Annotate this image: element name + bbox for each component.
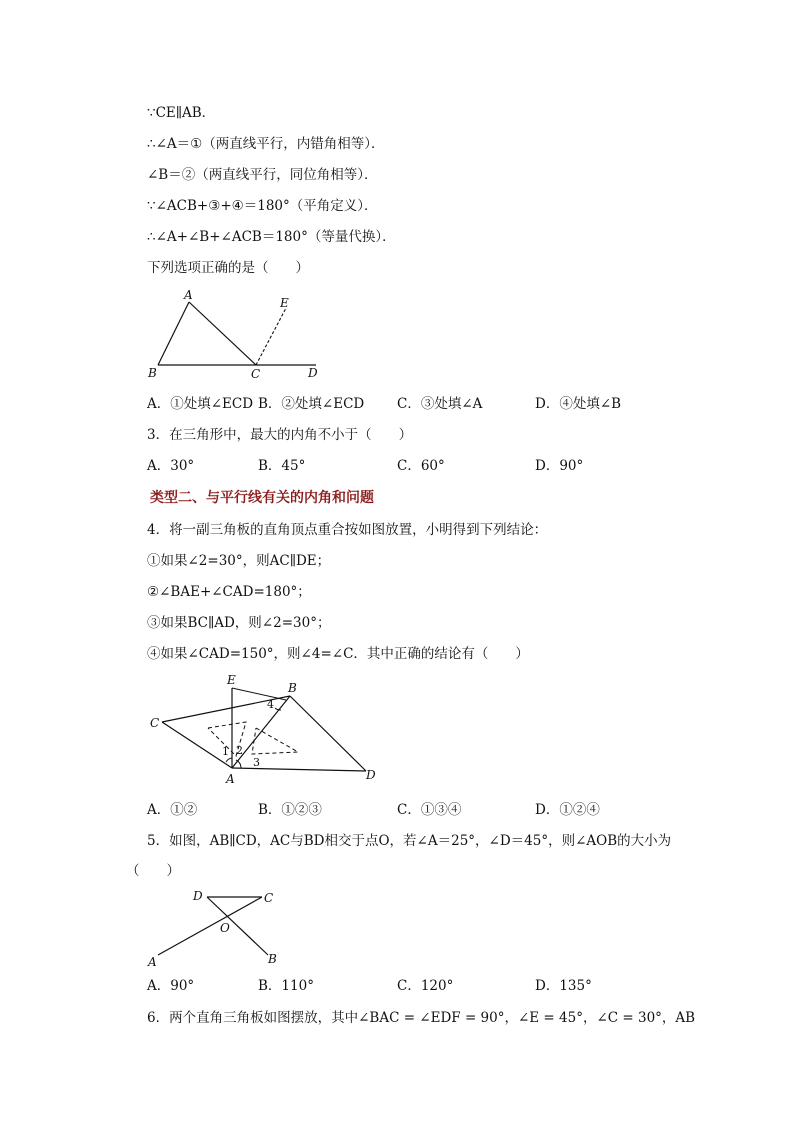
q4-option-d[interactable]: D．①②④ <box>535 802 600 818</box>
q3-stem: 3．在三角形中，最大的内角不小于（ ） <box>147 427 413 443</box>
fig2-label-d: D <box>366 768 376 782</box>
q5-option-d[interactable]: D．135° <box>535 978 592 994</box>
q6-stem: 6．两个直角三角板如图摆放，其中∠BAC = ∠EDF = 90°，∠E = 45°，∠C = 30°，AB <box>147 1010 696 1026</box>
figure-triangle-abc <box>140 290 340 385</box>
q4-option-a[interactable]: A．①② <box>147 802 198 818</box>
fig1-label-b: B <box>148 366 157 380</box>
question-prompt: 下列选项正确的是（ ） <box>147 260 309 276</box>
q3-option-a[interactable]: A．30° <box>147 458 195 474</box>
fig2-label-a: A <box>226 772 235 786</box>
q2-option-a[interactable]: A．①处填∠ECD <box>147 396 254 412</box>
figure-set-squares <box>140 670 390 790</box>
proof-line-3: ∠B＝②（两直线平行，同位角相等）． <box>147 167 378 183</box>
fig1-label-a: A <box>184 288 193 302</box>
section-heading: 类型二、与平行线有关的内角和问题 <box>150 490 374 506</box>
q5-stem-bracket: （ ） <box>126 863 180 879</box>
q2-option-b[interactable]: B．②处填∠ECD <box>258 396 365 412</box>
fig3-label-o: O <box>220 921 230 935</box>
fig2-angle-1: 1 <box>222 745 229 758</box>
q3-option-d[interactable]: D．90° <box>535 458 584 474</box>
q3-option-c[interactable]: C．60° <box>397 458 445 474</box>
proof-line-1: ∵CE∥AB． <box>147 105 216 121</box>
fig2-angle-4: 4 <box>267 698 274 711</box>
fig2-label-e: E <box>227 673 236 687</box>
fig2-label-b: B <box>288 681 297 695</box>
proof-line-2: ∴∠A＝①（两直线平行，内错角相等）． <box>147 136 385 152</box>
q5-option-c[interactable]: C．120° <box>397 978 454 994</box>
q5-stem: 5．如图，AB∥CD，AC与BD相交于点O，若∠A＝25°，∠D＝45°，则∠AOB的大小为 <box>147 833 672 849</box>
q2-option-c[interactable]: C．③处填∠A <box>397 396 483 412</box>
proof-line-4: ∵∠ACB+③+④＝180°（平角定义）． <box>147 198 378 214</box>
q5-option-b[interactable]: B．110° <box>258 978 314 994</box>
fig3-label-d: D <box>193 889 203 903</box>
fig2-angle-2: 2 <box>236 744 243 757</box>
q4-statement-1: ①如果∠2=30°，则AC∥DE； <box>147 553 331 569</box>
q4-option-b[interactable]: B．①②③ <box>258 802 322 818</box>
fig3-label-b: B <box>268 952 277 966</box>
q4-statement-4: ④如果∠CAD=150°，则∠4=∠C．其中正确的结论有（ ） <box>147 646 529 662</box>
fig2-label-c: C <box>150 716 160 730</box>
q2-option-d[interactable]: D．④处填∠B <box>535 396 622 412</box>
q4-statement-2: ②∠BAE+∠CAD=180°； <box>147 584 311 600</box>
fig1-label-c: C <box>251 367 261 381</box>
q4-option-c[interactable]: C．①③④ <box>397 802 462 818</box>
q5-option-a[interactable]: A．90° <box>147 978 195 994</box>
fig1-label-e: E <box>280 296 289 310</box>
q3-option-b[interactable]: B．45° <box>258 458 306 474</box>
figure-parallel-lines <box>140 885 300 970</box>
q4-stem: 4．将一副三角板的直角顶点重合按如图放置，小明得到下列结论： <box>147 522 548 538</box>
q4-statement-3: ③如果BC∥AD，则∠2=30°； <box>147 615 331 631</box>
fig1-label-d: D <box>308 366 318 380</box>
fig3-label-a: A <box>148 955 157 969</box>
proof-line-5: ∴∠A+∠B+∠ACB＝180°（等量代换）． <box>147 229 396 245</box>
fig2-angle-3: 3 <box>253 756 260 769</box>
fig3-label-c: C <box>264 891 274 905</box>
